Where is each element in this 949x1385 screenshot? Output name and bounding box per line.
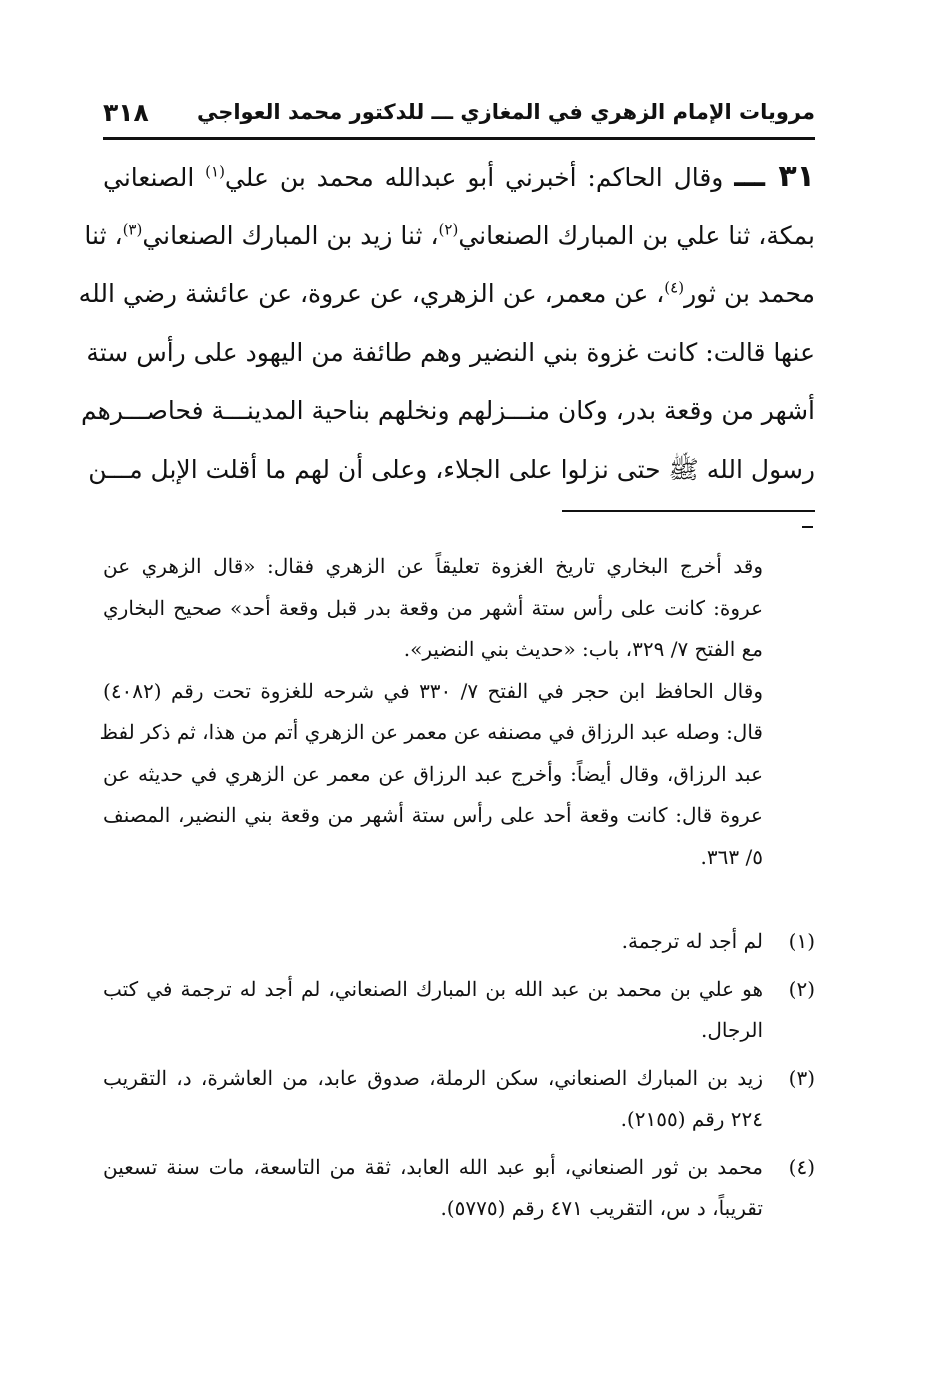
footnote-body	[103, 921, 763, 963]
main-line-2	[84, 207, 815, 266]
main-line-1	[103, 148, 815, 207]
main-text	[78, 148, 815, 499]
footnote-number: (٤)	[788, 1154, 815, 1179]
footnote-line: زيد بن المبارك الصنعاني، سكن الرملة، صدوق عابد، من العاشرة، د، التقريب	[103, 1065, 764, 1090]
continuation-line: قال: وصله عبد الرزاق في مصنفه عن معمر عن الزهري أتم من هذا، ثم ذكر لفظ	[99, 720, 763, 744]
footnote-line: هو علي بن محمد بن عبد الله بن المبارك الصنعاني، لم أجد له ترجمة في كتب	[103, 976, 763, 1001]
main-line-2-text: بمكة، ثنا علي بن المبارك الصنعاني	[458, 220, 815, 250]
page-number: ٣١٨	[103, 97, 149, 127]
footnote-number: (٣)	[788, 1065, 815, 1090]
footnotes	[103, 921, 815, 1236]
running-title: مرويات الإمام الزهري في المغازي ـــ للدكتور محمد العواجي	[196, 100, 815, 124]
main-line-3-end: ، عن معمر، عن الزهري، عن عروة، عن عائشة رضي الله	[78, 279, 665, 308]
main-line-5: أشهر من وقعة بدر، وكان منـــزلهم ونخلهم بناحية المدينـــة فحاصـــرهم	[81, 396, 815, 425]
footnote-number: (٢)	[788, 976, 815, 1001]
main-line-2-end: ، ثنا	[84, 220, 123, 250]
hadith-number: ٣١ ـــ	[734, 159, 815, 194]
continuation-line: وقد أخرج البخاري تاريخ الغزوة تعليقاً عن الزهري فقال: «قال الزهري عن	[103, 554, 763, 578]
footnote-line: الرجال.	[700, 1018, 763, 1042]
footnote-ref-1: (١)	[205, 162, 225, 181]
footnote-body	[103, 1058, 763, 1141]
footnote-body	[103, 1147, 763, 1230]
footnote-separator	[562, 510, 815, 512]
header-rule	[103, 137, 815, 140]
continuation-line: عروة قال: كانت وقعة أحد على رأس ستة أشهر من وقعة بني النضير، المصنف	[103, 803, 763, 827]
footnote-ref-4: (٤)	[664, 278, 685, 297]
main-line-1-end: الصنعاني	[103, 163, 206, 192]
footnote-line: ٢٢٤ رقم (٢١٥٥).	[620, 1107, 763, 1131]
continuation-marker	[802, 526, 813, 528]
main-line-3	[78, 265, 815, 324]
main-line-4: عنها قالت: كانت غزوة بني النضير وهم طائفة من اليهود على رأس ستة	[86, 337, 815, 367]
main-line-6: رسول الله ﷺ حتى نزلوا على الجلاء، وعلى أن لهم ما أقلت الإبل مـــن	[88, 454, 815, 484]
footnote-continuation	[99, 546, 763, 878]
page-header	[103, 92, 815, 132]
continuation-line: عبد الرزاق، وقال أيضاً: وأخرج عبد الرزاق عن معمر عن الزهري في حديثه عن	[103, 761, 763, 786]
footnote-line: محمد بن ثور الصنعاني، أبو عبد الله العابد، ثقة من التاسعة، مات سنة تسعين	[103, 1154, 763, 1179]
continuation-line: مع الفتح ٧/ ٣٢٩، باب: «حديث بني النضير».	[403, 637, 763, 661]
footnote-2	[103, 969, 815, 1052]
footnote-1	[103, 921, 815, 963]
main-line-2-middle: ، ثنا زيد بن المبارك الصنعاني	[142, 220, 439, 250]
footnote-number: (١)	[788, 929, 815, 953]
footnote-4	[103, 1147, 815, 1230]
footnote-body	[103, 969, 763, 1052]
main-line-3-text: محمد بن ثور	[684, 279, 815, 308]
footnote-line: لم أجد له ترجمة.	[621, 929, 763, 953]
footnote-ref-2: (٢)	[438, 220, 459, 239]
continuation-line: عروة: كانت على رأس ستة أشهر من وقعة بدر قبل وقعة أحد» صحيح البخاري	[103, 595, 763, 620]
continuation-line: ٥/ ٣٦٣.	[700, 844, 763, 869]
footnote-3	[103, 1058, 815, 1141]
footnote-ref-3: (٣)	[122, 220, 143, 239]
footnote-line: تقريباً، د س، التقريب ٤٧١ رقم (٥٧٧٥).	[440, 1196, 763, 1220]
continuation-paragraph-1	[103, 546, 763, 671]
continuation-paragraph-2	[99, 671, 763, 879]
main-line-1-text: وقال الحاكم: أخبرني أبو عبدالله محمد بن علي	[224, 163, 724, 192]
continuation-line: وقال الحافظ ابن حجر في الفتح ٧/ ٣٣٠ في شرحه للغزوة تحت رقم (٤٠٨٢)	[103, 678, 763, 703]
